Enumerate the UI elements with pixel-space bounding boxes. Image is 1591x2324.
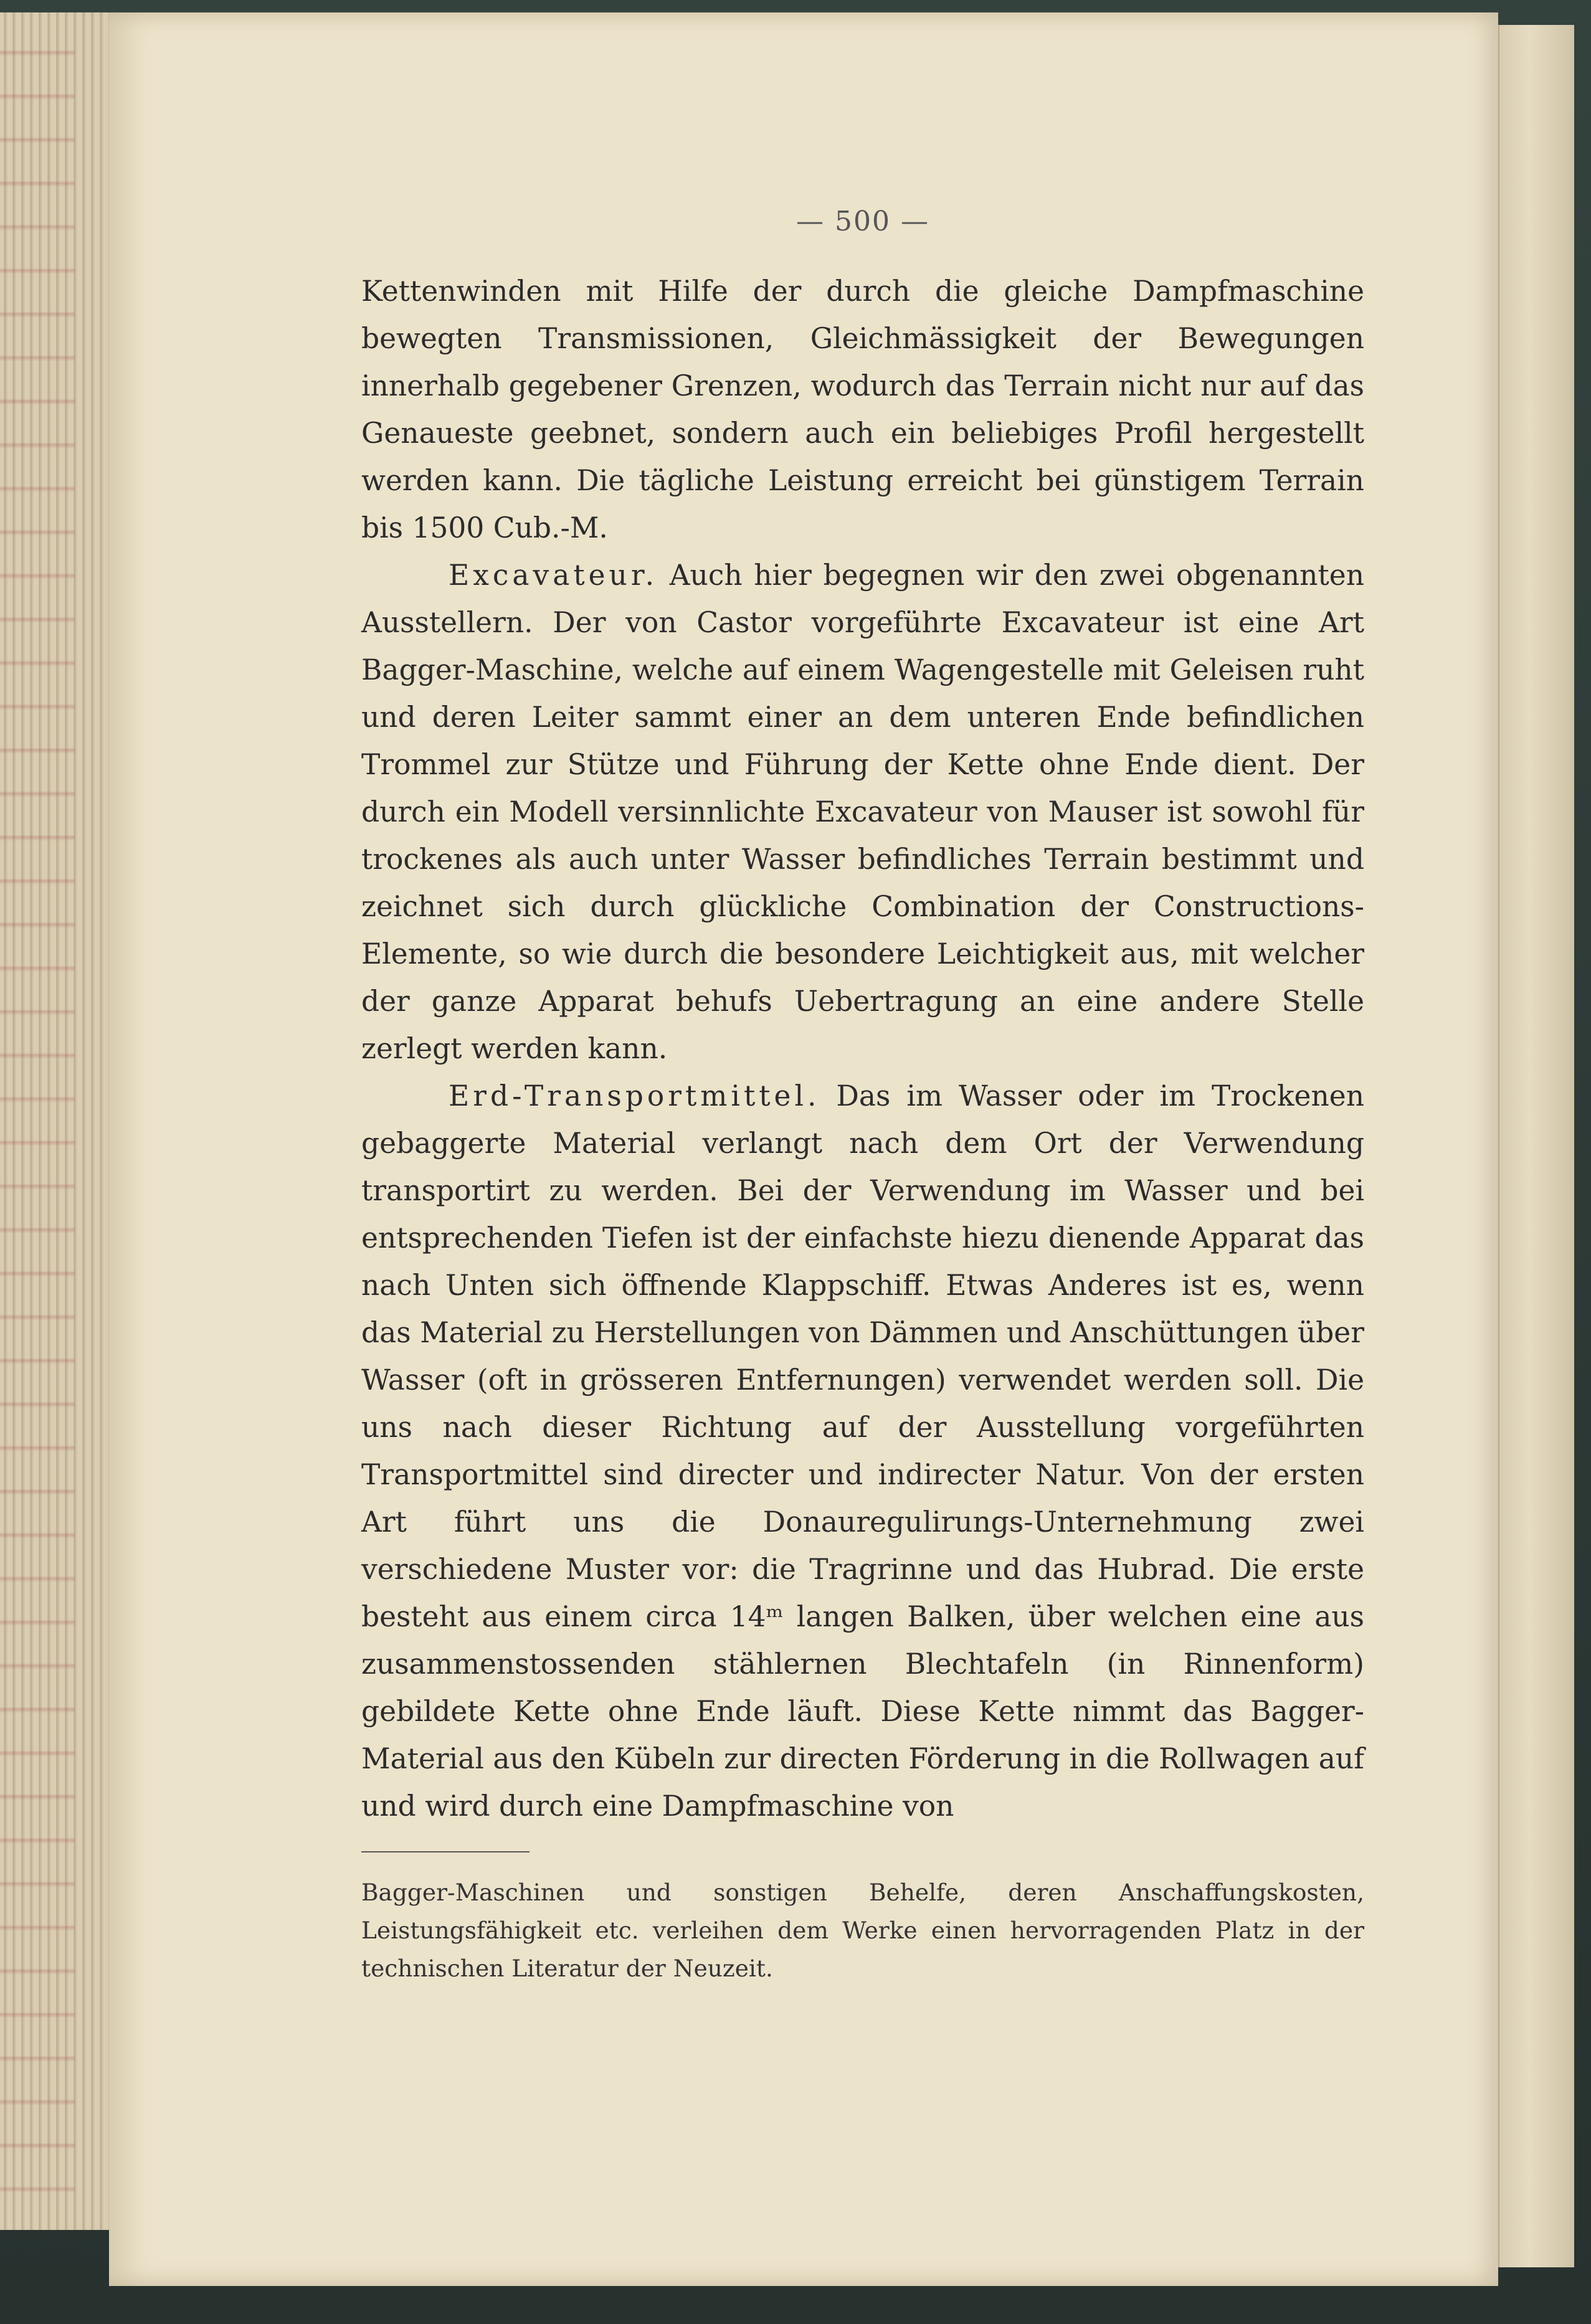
page-content bbox=[361, 206, 1364, 1988]
paragraph-2-lead: Excavateur. bbox=[449, 559, 658, 592]
paragraph-1-text: Kettenwinden mit Hilfe der durch die gleiche Dampfmaschine bewegten Transmissionen, Gleichmässigkeit der Bewegungen innerhalb gegebener Grenzen, wodurch das Terrain nicht nur auf das Genaueste geebnet, sondern auch ein beliebiges Profil hergestellt werden kann. Die tägliche Leistung erreicht bei günstigem Terrain bis 1500 Cub.-M. bbox=[361, 275, 1364, 544]
footnote: Bagger-Maschinen und sonstigen Behelfe, deren Anschaffungskosten, Leistungsfähigkeit etc. verleihen dem Werke einen hervorragenden Platz in der technischen Literatur der Neuzeit. bbox=[361, 1879, 1364, 1982]
footnote-divider bbox=[361, 1851, 530, 1852]
paragraph-2-text: Auch hier begegnen wir den zwei obgenannten Ausstellern. Der von Castor vorgeführte Excavateur ist eine Art Bagger-Maschine, welche auf einem Wagengestelle mit Geleisen ruht und deren Leiter sammt einer an dem unteren Ende befindlichen Trommel zur Stütze und Führung der Kette ohne Ende dient. Der durch ein Modell versinnlichte Excavateur von Mauser ist sowohl für trockenes als auch unter Wasser befindliches Terrain bestimmt und zeichnet sich durch glückliche Combination der Constructions-Elemente, so wie durch die besondere Leichtigkeit aus, mit welcher der ganze Apparat behufs Uebertragung an eine andere Stelle zerlegt werden kann. bbox=[361, 559, 1364, 1065]
page-number: — 500 — bbox=[796, 206, 929, 237]
book-right-edge bbox=[1498, 25, 1574, 2267]
body-text bbox=[361, 268, 1364, 1830]
book-page-edges bbox=[0, 12, 110, 2230]
paragraph-2 bbox=[361, 552, 1364, 1073]
paragraph-1 bbox=[361, 268, 1364, 552]
paragraph-3-lead: Erd-Transportmittel. bbox=[449, 1079, 820, 1112]
paragraph-3-text: Das im Wasser oder im Trockenen gebaggerte Material verlangt nach dem Ort der Verwendung transportirt zu werden. Bei der Verwendung im Wasser und bei entsprechenden Tiefen ist der einfachste hiezu dienende Apparat das nach Unten sich öffnende Klappschiff. Etwas Anderes ist es, wenn das Material zu Herstellungen von Dämmen und Anschüttungen über Wasser (oft in grösseren Entfernungen) verwendet werden soll. Die uns nach dieser Richtung auf der Ausstellung vorgeführten Transportmittel sind directer und indirecter Natur. Von der ersten Art führt uns die Donauregulirungs-Unternehmung zwei verschiedene Muster vor: die Tragrinne und das Hubrad. Die erste besteht aus einem circa 14ᵐ langen Balken, über welchen eine aus zusammenstossenden stählernen Blechtafeln (in Rinnenform) gebildete Kette ohne Ende läuft. Diese Kette nimmt das Bagger-Material aus den Kübeln zur directen Förderung in die Rollwagen auf und wird durch eine Dampfmaschine von bbox=[361, 1079, 1364, 1823]
paragraph-3 bbox=[361, 1073, 1364, 1830]
